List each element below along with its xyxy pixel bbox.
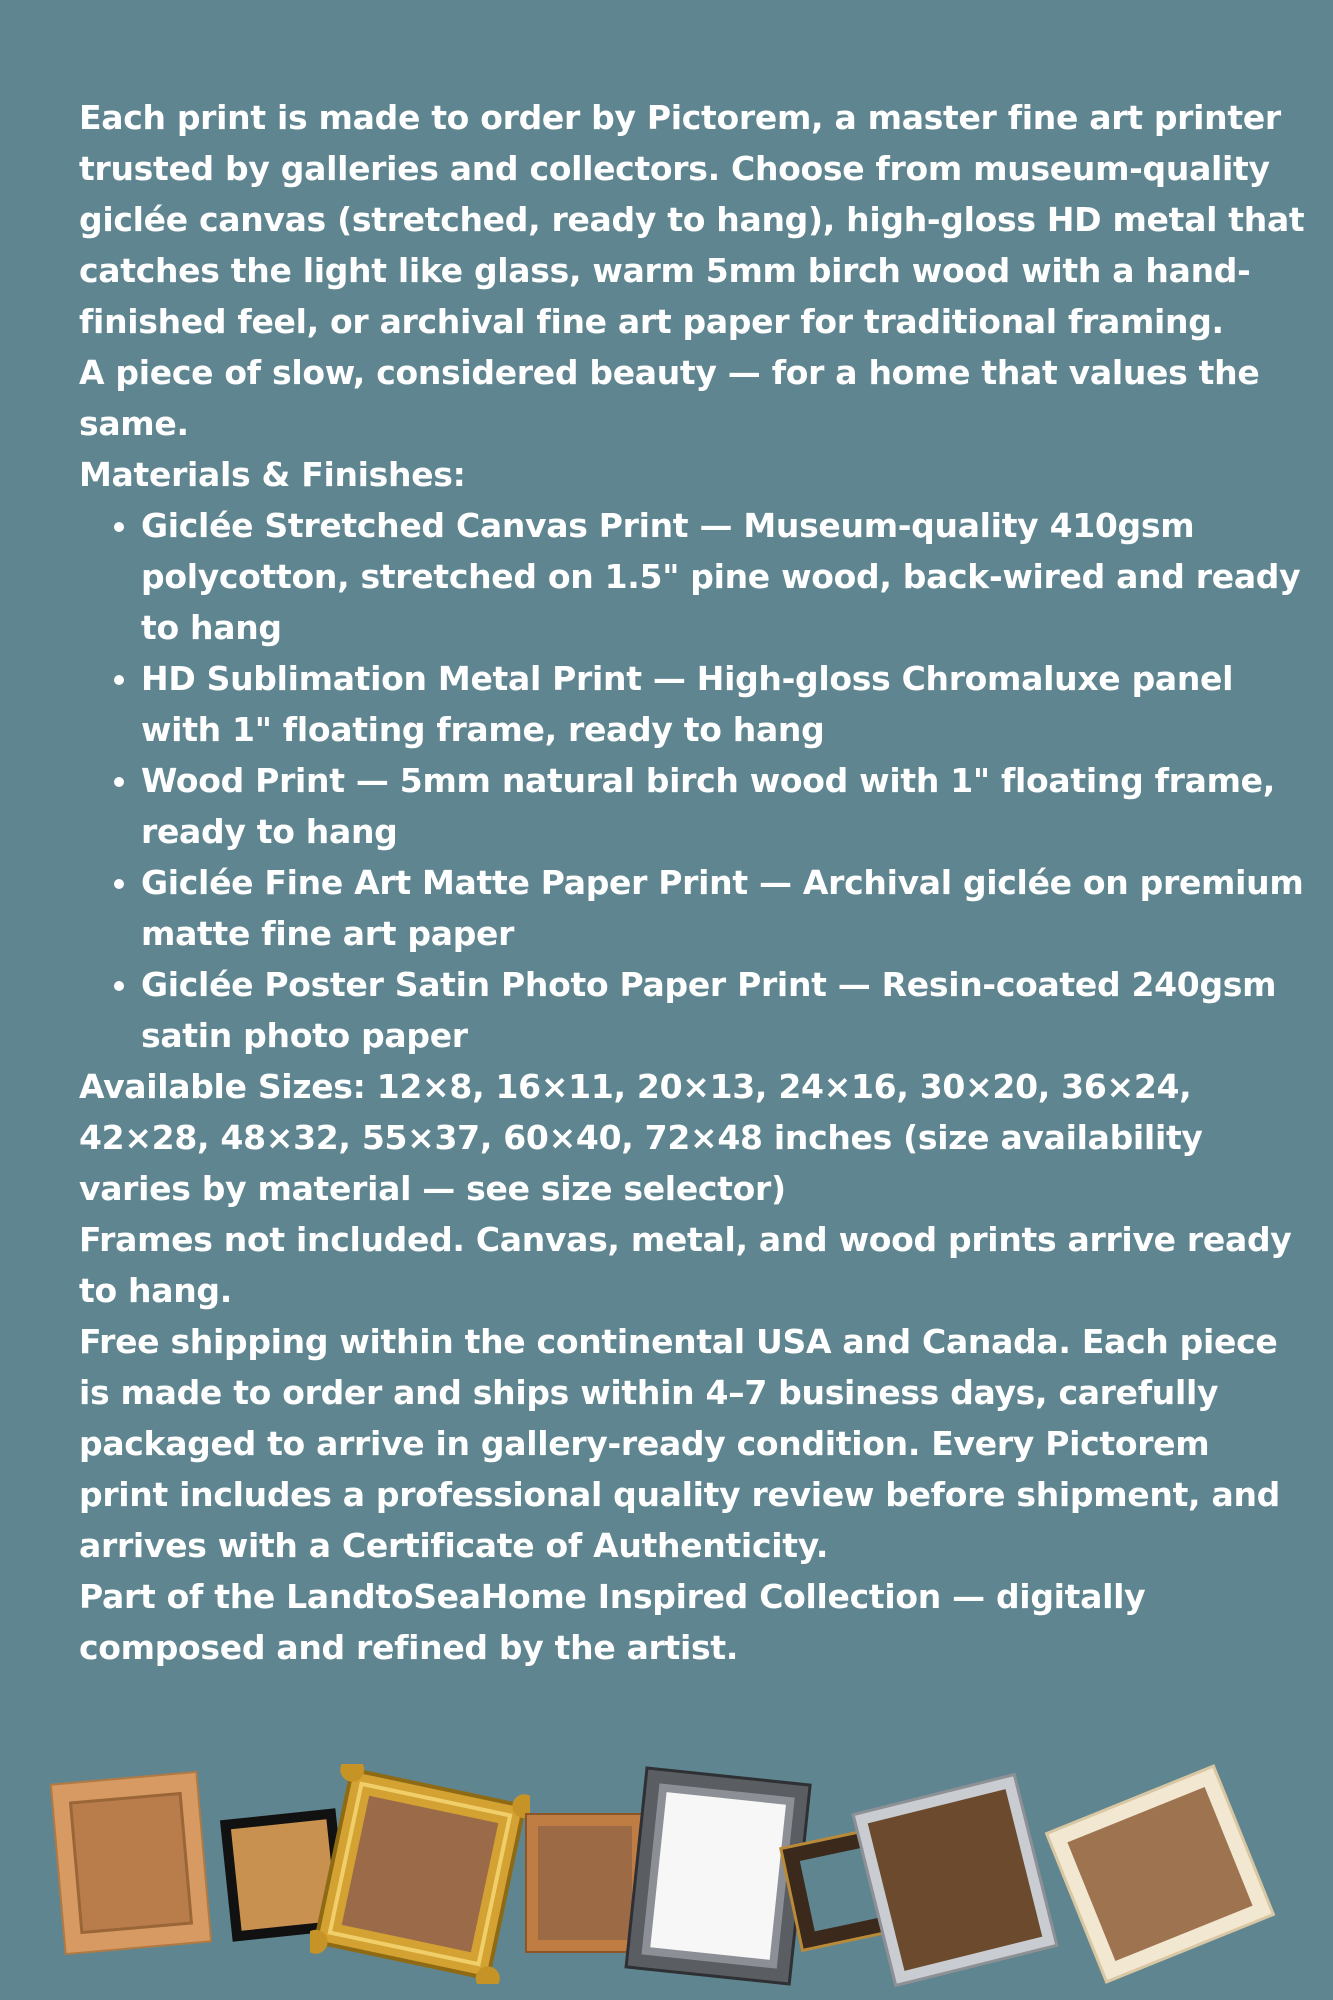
materials-list	[79, 500, 1309, 1061]
gold-ornate-frame-icon	[310, 1764, 530, 1984]
frame-samples	[0, 1740, 1333, 2000]
list-item: • Giclée Stretched Canvas Print — Museum-quality 410gsm polycotton, stretched on 1.5" pine wood, back-wired and ready to hang	[141, 500, 1309, 653]
list-item: • HD Sublimation Metal Print — High-gloss Chromaluxe panel with 1" floating frame, ready to hang	[141, 653, 1309, 755]
list-item: • Giclée Fine Art Matte Paper Print — Archival giclée on premium matte fine art paper	[141, 857, 1309, 959]
cream-frame-icon	[1040, 1764, 1280, 1984]
intro-paragraph: Each print is made to order by Pictorem, a master fine art printer trusted by galleries and collectors. Choose from museum-quality giclée canvas (stretched, ready to hang), high-gloss HD metal that catches the light like glass, warm 5mm birch wood with a hand-finished feel, or archival fine art paper for traditional framing.	[79, 98, 1305, 341]
silver-frame-icon	[850, 1770, 1060, 1990]
shipping-paragraph: Free shipping within the continental USA and Canada. Each piece is made to order and ships within 4–7 business days, carefully packaged to arrive in gallery-ready condition. Every Pictorem print includes a professional quality review before shipment, and arrives with a Certificate of Authenticity.	[79, 1322, 1280, 1565]
oak-frame-icon	[46, 1768, 216, 1958]
tagline: A piece of slow, considered beauty — for a home that values the same.	[79, 353, 1260, 443]
product-description	[79, 92, 1309, 1673]
materials-heading: Materials & Finishes:	[79, 455, 466, 494]
list-item: • Giclée Poster Satin Photo Paper Print — Resin-coated 240gsm satin photo paper	[141, 959, 1309, 1061]
frames-note: Frames not included. Canvas, metal, and wood prints arrive ready to hang.	[79, 1220, 1292, 1310]
sizes-paragraph: Available Sizes: 12×8, 16×11, 20×13, 24×16, 30×20, 36×24, 42×28, 48×32, 55×37, 60×40, 72×48 inches (size availability varies by material — see size selector)	[79, 1067, 1203, 1208]
list-item: • Wood Print — 5mm natural birch wood with 1" floating frame, ready to hang	[141, 755, 1309, 857]
collection-paragraph: Part of the LandtoSeaHome Inspired Collection — digitally composed and refined by the artist.	[79, 1577, 1146, 1667]
